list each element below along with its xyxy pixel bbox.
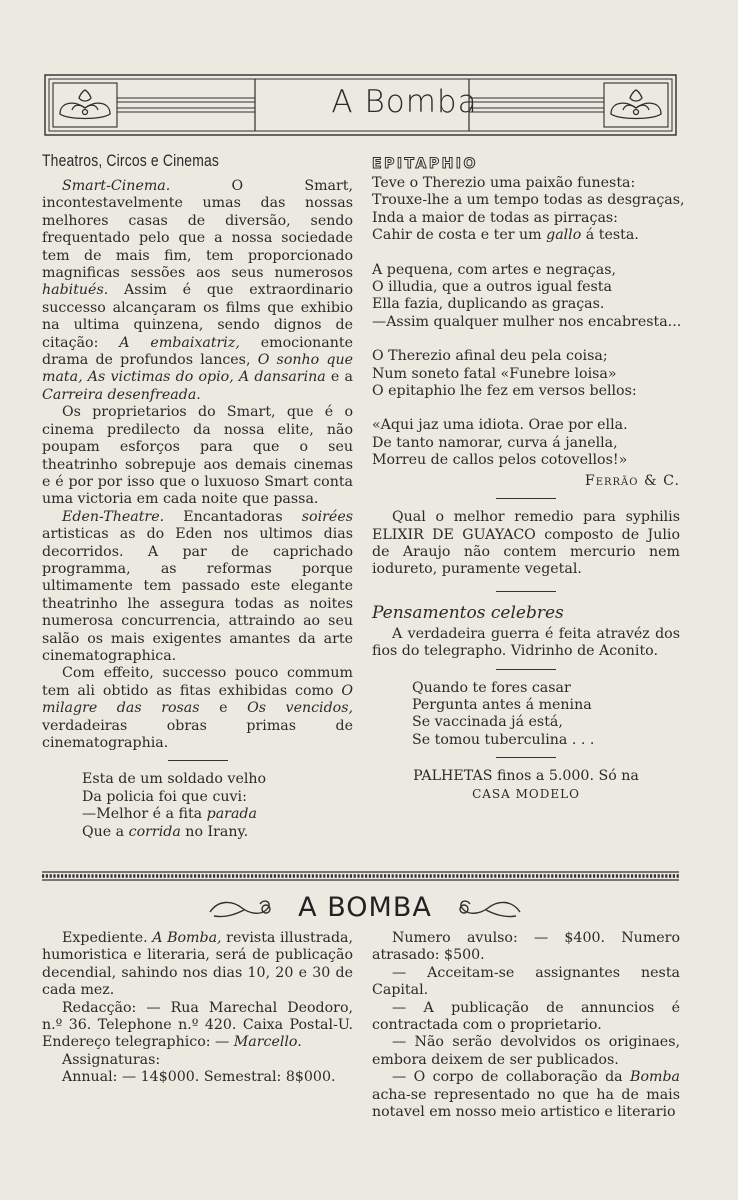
poem-line: A pequena, com artes e negraças, bbox=[372, 261, 617, 278]
poem-line: Ella fazia, duplicando as graças. bbox=[372, 296, 605, 313]
text-span: —Melhor é a fita bbox=[82, 806, 207, 823]
expediente-paragraph bbox=[42, 930, 353, 1000]
section-heading-theatros: Theatros, Circos e Cinemas bbox=[42, 151, 220, 170]
poem-line: —Assim qualquer mulher nos encabresta... bbox=[372, 313, 682, 330]
film-title: Carreira desenfreada. bbox=[42, 386, 201, 403]
italic-span: Marcello. bbox=[233, 1034, 302, 1051]
text-span: Expediente. bbox=[62, 930, 153, 946]
smart-cinema-paragraph bbox=[42, 178, 353, 404]
left-scroll-icon bbox=[208, 896, 278, 922]
verse-line: Se vaccinada já está, bbox=[412, 714, 563, 731]
epitaphio-heading: EPITAPHIO bbox=[372, 156, 478, 172]
poem-line: «Aqui jaz uma idiota. Orae por ella. bbox=[372, 417, 628, 434]
assignaturas-prices: Annual: — 14$000. Semestral: 8$000. bbox=[62, 1069, 336, 1086]
divider-rule bbox=[496, 498, 556, 499]
verse-line: Pergunta antes á menina bbox=[412, 696, 592, 713]
pensamentos-heading: Pensamentos celebres bbox=[372, 602, 564, 623]
casa-modelo: CASA MODELO bbox=[472, 786, 580, 801]
smart-cinema-lead: Smart-Cinema. bbox=[62, 178, 171, 194]
verse-line bbox=[82, 806, 353, 823]
film-title: O sonho que mata, As victimas do opio, A dansarina bbox=[42, 352, 354, 386]
section-divider bbox=[42, 871, 679, 881]
text-span: Encantadoras bbox=[164, 508, 302, 525]
text-span: verdadeiras obras primas de cinematographia. bbox=[42, 717, 353, 751]
poem-line: Trouxe-lhe a um tempo todas as desgraças, bbox=[372, 192, 685, 209]
originaes-text: — Não serão devolvidos os originaes, embora deixem de ser publicados. bbox=[372, 1034, 680, 1068]
verse-line: Quando te fores casar bbox=[412, 679, 571, 696]
publicacao-text: — A publicação de annuncios é contractada com o proprietario. bbox=[372, 999, 680, 1034]
palhetas-advert: PALHETAS finos a 5.000. Só na bbox=[413, 768, 639, 785]
verse-line: Se tomou tuberculina . . . bbox=[412, 731, 595, 748]
bomba-title: A BOMBA bbox=[298, 892, 432, 923]
italic-span: corrida bbox=[128, 823, 181, 840]
text-span: no Irany. bbox=[180, 823, 249, 840]
divider-rule bbox=[496, 669, 556, 670]
poem-line: Inda a maior de todas as pirraças: bbox=[372, 209, 618, 226]
text-span: Cahir de costa e ter um bbox=[372, 227, 547, 244]
text-span: e bbox=[199, 700, 248, 717]
italic-span: soirées bbox=[301, 508, 353, 525]
divider-rule bbox=[496, 591, 556, 592]
epitaphio-poem bbox=[372, 175, 685, 470]
text-span: Assim é que extraordinario successo alcançaram os films que exhibio na ultima quinzena, sendo dignos de citação: bbox=[42, 282, 353, 351]
elixir-advert: Qual o melhor remedio para syphilis ELIXIR DE GUAYACO composto de Julio de Araujo não contem mercurio nem iodureto, puramente vegetal. bbox=[372, 509, 680, 578]
poem-line: O Therezio afinal deu pela coisa; bbox=[372, 348, 608, 365]
acceitam-text: — Acceitam-se assignantes nesta Capital. bbox=[372, 964, 680, 999]
text-span: emocionante drama de profundos lances, bbox=[42, 334, 353, 369]
eden-theatre-lead: Eden-Theatre. bbox=[62, 508, 165, 525]
left-flourish-icon bbox=[60, 90, 110, 119]
pensamentos-text: A verdadeira guerra é feita atravéz dos fios do telegrapho. Vidrinho de Aconito. bbox=[372, 625, 680, 660]
masthead-title: A Bomba bbox=[331, 84, 478, 120]
text-span: Com effeito, successo pouco commum tem ali obtido as fitas exhibidas como bbox=[42, 665, 353, 699]
corpo-text bbox=[372, 1069, 680, 1121]
text-span: acha-se representado no que ha de mais notavel em nosso meio artistico e literario bbox=[372, 1086, 680, 1121]
numero-avulso: Numero avulso: — $400. Numero atrasado: $500. bbox=[372, 930, 680, 964]
poem-line: Teve o Therezio uma paixão funesta: bbox=[372, 175, 636, 191]
assignaturas-label: Assignaturas: bbox=[62, 1051, 161, 1068]
film-title: Os vencidos, bbox=[247, 700, 353, 717]
casar-verse bbox=[412, 680, 680, 750]
right-column bbox=[372, 155, 685, 803]
smart-paragraph-2: Os proprietarios do Smart, que é o cinema predilecto da nossa elite, não poupam esforços para que o seu theatrinho sobrepuje aos demais cinemas e é por por isso que o luxuoso Smart conta uma victoria em cada noite que passa. bbox=[42, 404, 353, 508]
eden-paragraph-2 bbox=[42, 665, 353, 752]
film-title: A embaixatriz, bbox=[119, 334, 240, 351]
masthead bbox=[44, 74, 677, 136]
verse-line: Esta de um soldado velho bbox=[82, 771, 267, 788]
soldado-verse bbox=[82, 771, 353, 841]
divider-rule bbox=[168, 760, 228, 761]
verse-line bbox=[82, 824, 353, 841]
text-span: e a bbox=[325, 369, 353, 386]
text-span: revista illustrada, humoristica e literaria, será de publicação decendial, sahindo nos dias 10, 20 e 30 de cada mez. bbox=[42, 930, 353, 999]
poem-line: Num soneto fatal «Funebre loisa» bbox=[372, 365, 617, 382]
right-flourish-icon bbox=[611, 90, 661, 119]
text-span: — O corpo de collaboração da bbox=[392, 1069, 631, 1086]
bomba-heading bbox=[200, 890, 530, 926]
text-span: Redacção: — Rua Marechal Deodoro, n.º 36. Telephone n.º 420. Caixa Postal-U. Endereço telegraphico: — bbox=[42, 999, 353, 1051]
redaccao-paragraph bbox=[42, 1000, 353, 1052]
italic-span: parada bbox=[206, 806, 257, 823]
poem-line: O illudia, que a outros igual festa bbox=[372, 279, 612, 296]
poem-line: Morreu de callos pelos cotovellos!» bbox=[372, 452, 628, 469]
text-span: á testa. bbox=[581, 227, 639, 244]
avisos-column bbox=[372, 930, 680, 1121]
italic-span: Bomba bbox=[630, 1069, 680, 1086]
poem-line: De tanto namorar, curva á janella, bbox=[372, 434, 618, 451]
text-span: O Smart, incontestavelmente umas das nossas melhores casas de diversão, sendo frequentado pelo que a nossa sociedade tem de mais fim, tem proporcionado magnificas sessões aos seus numerosos bbox=[42, 178, 353, 282]
text-span: artisticas as do Eden nos ultimos dias decorridos. A par de caprichado programma, as reformas porque ultimamente tem passado este elegante theatrinho lhe assegura todas as noites numerosa concurrencia, attraindo ao seu salão os mais exigentes amantes da arte cinematographica. bbox=[42, 526, 353, 664]
film-title: O milagre das rosas bbox=[42, 682, 353, 717]
verse-line: Da policia foi que cuvi: bbox=[82, 788, 247, 805]
poem-line bbox=[372, 227, 680, 244]
italic-span: A Bomba, bbox=[152, 930, 222, 946]
right-scroll-icon bbox=[452, 896, 522, 922]
poem-line: O epitaphio lhe fez em versos bellos: bbox=[372, 383, 637, 400]
italic-span: gallo bbox=[546, 227, 582, 244]
signature: Ferrão & C. bbox=[584, 472, 680, 489]
italic-span: habitués. bbox=[42, 282, 109, 299]
expediente-column bbox=[42, 930, 353, 1087]
eden-theatre-paragraph bbox=[42, 509, 353, 666]
left-column bbox=[42, 150, 353, 841]
text-span: Que a bbox=[82, 823, 129, 840]
divider-rule bbox=[496, 757, 556, 758]
